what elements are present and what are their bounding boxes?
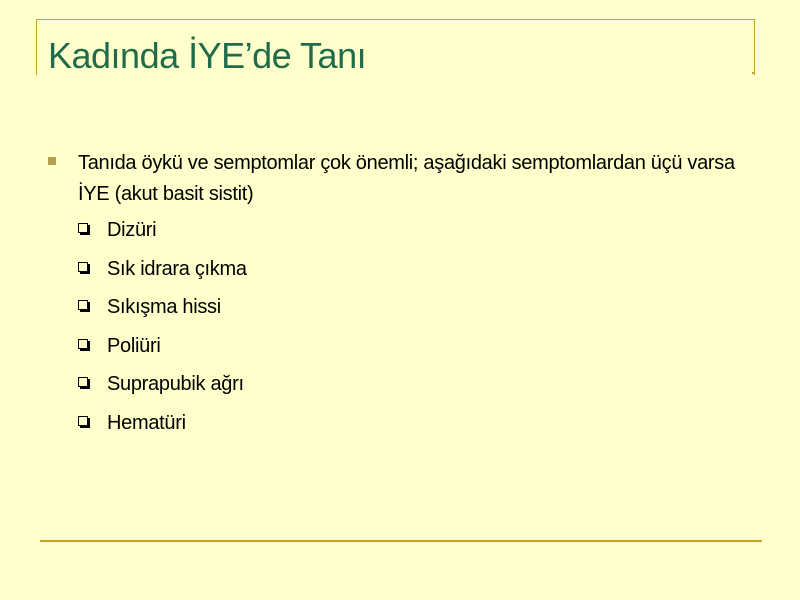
symptom-item [48,334,748,358]
symptom-text: Poliüri [107,334,161,357]
frame-right-line [754,19,755,75]
frame-bottom-line [40,540,762,542]
symptom-text: Dizüri [107,219,157,241]
box-bullet-icon [78,223,88,233]
box-bullet-icon [78,377,88,387]
frame-left-line [36,19,37,75]
box-bullet-icon [78,262,88,272]
slide-content [48,148,748,450]
main-bullet-text: Tanıda öykü ve semptomlar çok önemli; aşağıdaki semptomlardan üçü varsa İYE (akut basit sistit) [78,152,735,205]
box-bullet-icon [78,339,88,349]
main-bullet [48,148,748,210]
symptom-text: Hematüri [107,411,186,434]
symptom-list [48,218,748,435]
symptom-item [48,372,748,396]
symptom-item [48,411,748,435]
square-bullet-icon [48,157,56,165]
symptom-item [48,257,748,281]
symptom-item [48,295,748,319]
frame-top-line [36,19,755,20]
slide-title: Kadında İYE’de Tanı [48,35,367,76]
symptom-text: Suprapubik ağrı [107,373,244,396]
symptom-item [48,218,748,242]
box-bullet-icon [78,416,88,426]
box-bullet-icon [78,300,88,310]
symptom-text: Sık idrara çıkma [107,257,247,280]
frame-corner-dot [752,72,754,74]
symptom-text: Sıkışma hissi [107,296,221,319]
